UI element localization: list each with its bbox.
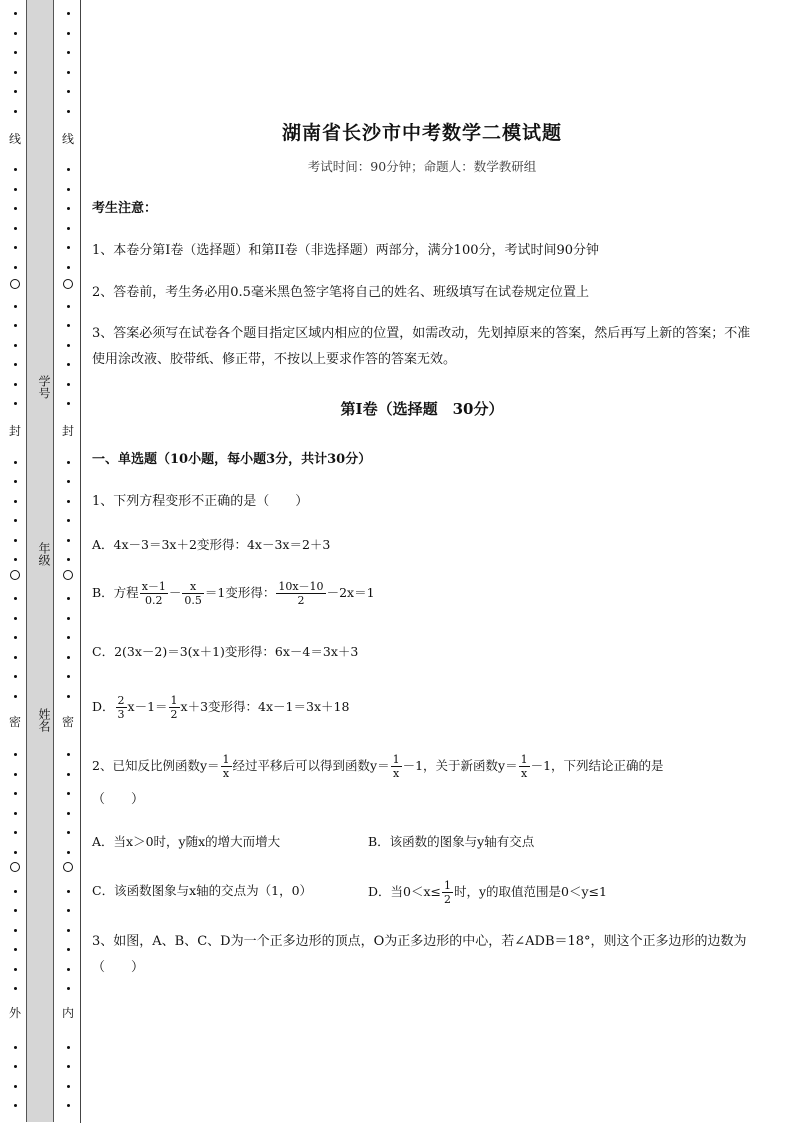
q1-d-prefix: D．	[92, 699, 115, 714]
binding-dot	[14, 344, 17, 347]
grade-label: 年级	[37, 542, 51, 566]
binding-dot	[14, 617, 17, 620]
circle-mark	[10, 862, 20, 872]
binding-dot	[67, 890, 70, 893]
q1-b-tail: －2x＝1	[326, 585, 375, 600]
binding-dot	[14, 71, 17, 74]
student-id-label: 学号	[37, 375, 51, 399]
binding-dot	[67, 792, 70, 795]
binding-dot	[67, 1046, 70, 1049]
binding-dot	[67, 168, 70, 171]
binding-dot	[14, 773, 17, 776]
q1-d-mid: x－1＝	[127, 699, 168, 714]
q1-option-d	[92, 694, 349, 721]
binding-dot	[67, 773, 70, 776]
inner-mark-feng: 封	[61, 424, 74, 438]
binding-dot	[67, 1065, 70, 1068]
outer-dotted-line	[8, 0, 22, 1123]
binding-dot	[14, 207, 17, 210]
inner-mark-xian: 线	[61, 132, 74, 146]
binding-dot	[67, 539, 70, 542]
binding-dot	[14, 246, 17, 249]
binding-dot	[67, 812, 70, 815]
binding-dot	[67, 597, 70, 600]
circle-mark	[63, 862, 73, 872]
binding-dot	[14, 929, 17, 932]
outer-mark-wai: 外	[8, 1006, 21, 1020]
outer-mark-mi: 密	[8, 715, 21, 729]
binding-dot	[67, 344, 70, 347]
binding-dot	[14, 168, 17, 171]
fraction: $\frac{1}{x}$	[222, 753, 230, 780]
part-heading: 一、单选题（10小题，每小题3分，共计30分）	[92, 452, 372, 467]
binding-dot	[67, 266, 70, 269]
fraction: $\frac{10x-10}{2}$	[278, 580, 324, 607]
binding-dot	[14, 558, 17, 561]
binding-dot	[67, 110, 70, 113]
inner-dotted-line	[61, 0, 75, 1123]
binding-dot	[14, 753, 17, 756]
page-title: 湖南省长沙市中考数学二模试题	[281, 122, 562, 144]
binding-dot	[14, 968, 17, 971]
q1-b-prefix: B．方程	[92, 585, 139, 600]
q1-option-b: B．方程 $\frac{x-1}{0.2}$ － $\frac{x}{0.5}$ ＝1变形得： $\frac{10x-10}{2}$ －2x＝1	[92, 580, 375, 607]
binding-dot	[67, 32, 70, 35]
binding-dot	[14, 480, 17, 483]
binding-dot	[14, 110, 17, 113]
binding-dot	[14, 909, 17, 912]
binding-dot	[67, 71, 70, 74]
binding-dot	[67, 1085, 70, 1088]
q1-option-c: C．2(3x－2)＝3(x＋1)变形得：6x－4＝3x＋3	[92, 644, 359, 659]
binding-dot	[14, 636, 17, 639]
binding-dot	[67, 402, 70, 405]
binding-dot	[14, 1104, 17, 1107]
binding-dot	[67, 909, 70, 912]
name-label: 姓名	[37, 708, 51, 732]
binding-dot	[67, 363, 70, 366]
binding-dot	[14, 656, 17, 659]
binding-dot	[67, 383, 70, 386]
q2-option-c: C．该函数图象与x轴的交点为（1，0）	[92, 883, 313, 898]
binding-dot	[14, 12, 17, 15]
margin-border-line	[80, 0, 81, 1123]
fraction: $\frac{x}{0.5}$	[184, 580, 202, 607]
circle-mark	[63, 570, 73, 580]
notice-item-2: 2、答卷前，考生务必用0.5毫米黑色签字笔将自己的姓名、班级填写在试卷规定位置上	[92, 285, 589, 300]
circle-mark	[63, 279, 73, 289]
binding-dot	[67, 227, 70, 230]
binding-dot	[14, 188, 17, 191]
binding-dot	[67, 675, 70, 678]
fraction: $\frac{1}{x}$	[392, 753, 400, 780]
question-1-stem: 1、下列方程变形不正确的是（ ）	[92, 494, 309, 509]
binding-dot	[14, 363, 17, 366]
binding-dot	[14, 987, 17, 990]
fraction: $\frac{1}{2}$	[444, 879, 451, 906]
question-3-stem: 3、如图，A、B、C、D为一个正多边形的顶点，O为正多边形的中心，若∠ADB＝18°，则这个正多边形的边数为（ ）	[92, 934, 747, 975]
binding-dot	[14, 1065, 17, 1068]
inner-mark-nei: 内	[61, 1006, 74, 1020]
binding-dot	[14, 695, 17, 698]
binding-dot	[67, 1104, 70, 1107]
binding-dot	[67, 500, 70, 503]
outer-mark-feng: 封	[8, 424, 21, 438]
binding-dot	[67, 695, 70, 698]
binding-dot	[67, 617, 70, 620]
notice-heading: 考生注意：	[92, 201, 158, 216]
fraction: $\frac{x-1}{0.2}$	[141, 580, 166, 607]
binding-dot	[67, 12, 70, 15]
binding-dot	[67, 636, 70, 639]
binding-dot	[14, 519, 17, 522]
binding-dot	[67, 929, 70, 932]
fraction: $\frac{1}{2}$	[170, 694, 178, 721]
q2-option-d: D．当0＜x≤ $\frac{1}{2}$ 时，y的取值范围是0＜y≤1	[368, 879, 608, 906]
q1-b-mid: ＝1变形得：	[204, 585, 276, 600]
binding-dot	[14, 227, 17, 230]
binding-dot	[14, 948, 17, 951]
binding-dot	[14, 1046, 17, 1049]
binding-dot	[14, 675, 17, 678]
binding-dot	[67, 558, 70, 561]
name-field-strip	[26, 0, 54, 1122]
binding-dot	[14, 461, 17, 464]
circle-mark	[10, 279, 20, 289]
outer-mark-xian: 线	[8, 132, 21, 146]
binding-dot	[14, 500, 17, 503]
q1-d-tail: x＋3变形得：4x－1＝3x＋18	[180, 699, 350, 714]
fraction: $\frac{1}{x}$	[520, 753, 528, 780]
binding-dot	[67, 207, 70, 210]
binding-dot	[67, 188, 70, 191]
notice-item-3: 3、答案必须写在试卷各个题目指定区域内相应的位置，如需改动，先划掉原来的答案，然后再写上新的答案；不准使用涂改液、胶带纸、修正带，不按以上要求作答的答案无效。	[92, 326, 751, 367]
binding-dot	[67, 656, 70, 659]
binding-dot	[67, 948, 70, 951]
binding-dot	[67, 987, 70, 990]
binding-dot	[67, 480, 70, 483]
q2-option-a: A．当x＞0时，y随x的增大而增大	[92, 834, 281, 849]
binding-dot	[14, 831, 17, 834]
notice-item-1: 1、本卷分第I卷（选择题）和第II卷（非选择题）两部分，满分100分，考试时间90分钟	[92, 243, 600, 258]
section-title: 第I卷（选择题 30分）	[340, 400, 504, 418]
binding-dot	[14, 305, 17, 308]
question-2-stem: 2、已知反比例函数y＝ $\frac{1}{x}$ 经过平移后可以得到函数y＝ $\frac{1}{x}$ －1，关于新函数y＝ $\frac{1}{x}$ －1，下列结论正确的是	[92, 753, 664, 780]
binding-dot	[67, 968, 70, 971]
binding-dot	[14, 324, 17, 327]
binding-dot	[14, 1085, 17, 1088]
inner-mark-mi: 密	[61, 715, 74, 729]
binding-dot	[14, 383, 17, 386]
binding-dot	[67, 753, 70, 756]
binding-dot	[14, 266, 17, 269]
q2-option-b: B．该函数的图象与y轴有交点	[368, 834, 535, 849]
binding-dot	[67, 51, 70, 54]
binding-dot	[67, 519, 70, 522]
binding-dot	[67, 246, 70, 249]
binding-dot	[67, 90, 70, 93]
binding-dot	[14, 851, 17, 854]
binding-dot	[14, 402, 17, 405]
binding-dot	[14, 792, 17, 795]
binding-dot	[14, 890, 17, 893]
binding-dot	[67, 461, 70, 464]
q1-option-a: A．4x－3＝3x＋2变形得：4x－3x＝2＋3	[92, 537, 331, 552]
binding-margin	[0, 0, 84, 1123]
binding-dot	[14, 90, 17, 93]
binding-dot	[67, 305, 70, 308]
binding-dot	[14, 32, 17, 35]
fraction: $\frac{2}{3}$	[117, 694, 125, 721]
binding-dot	[14, 51, 17, 54]
exam-info: 考试时间：90分钟；命题人：数学教研组	[307, 159, 537, 174]
binding-dot	[67, 831, 70, 834]
binding-dot	[14, 539, 17, 542]
binding-dot	[67, 851, 70, 854]
binding-dot	[14, 812, 17, 815]
question-2-paren: （ ）	[92, 792, 145, 807]
binding-dot	[67, 324, 70, 327]
binding-dot	[14, 597, 17, 600]
circle-mark	[10, 570, 20, 580]
